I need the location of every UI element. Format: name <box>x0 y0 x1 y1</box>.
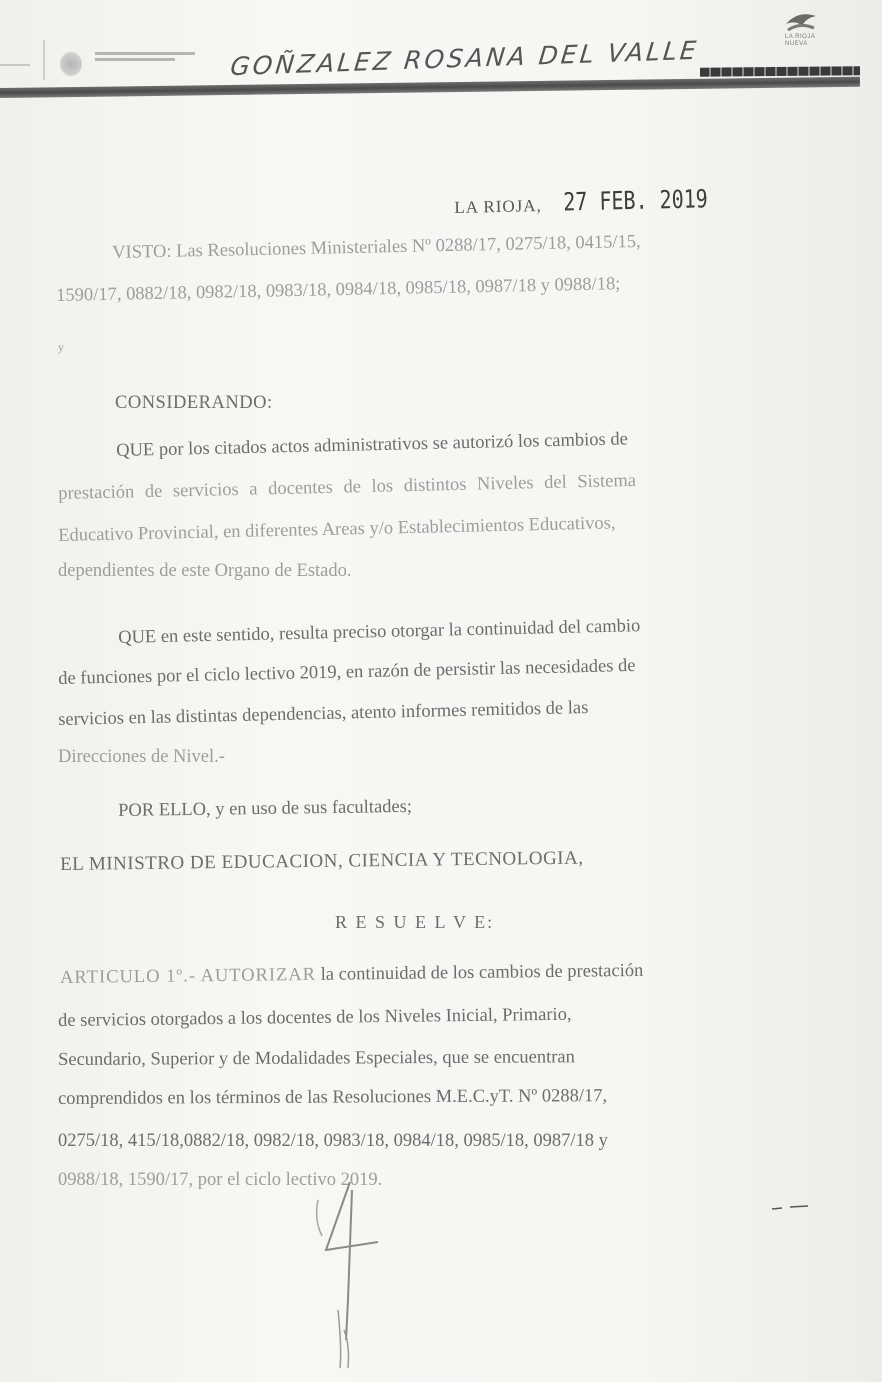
articulo-1-line-1-text: la continuidad de los cambios de prestación <box>320 960 644 985</box>
header-rule <box>0 77 860 98</box>
considerando-p2-line-3: servicios en las distintas dependencias, atento informes remitidos de las <box>58 697 589 730</box>
logo-caption <box>785 34 815 48</box>
ministry-letterhead-text <box>95 52 205 68</box>
letterhead <box>0 0 882 105</box>
logo-caption-line2: NUEVA <box>785 41 808 47</box>
provincial-emblem-icon <box>60 52 82 76</box>
considerando-p2-line-2: de funciones por el ciclo lectivo 2019, en razón de persistir las necesidades de <box>58 655 636 689</box>
articulo-1-line-2: de servicios otorgados a los docentes de los Niveles Inicial, Primario, <box>58 1004 572 1031</box>
articulo-1-prefix: ARTICULO 1º.- AUTORIZAR <box>60 964 317 988</box>
considerando-p2-line-1: QUE en este sentido, resulta preciso otorgar la continuidad del cambio <box>118 616 641 648</box>
header-rule-dashed <box>700 66 860 76</box>
considerando-p1-line-3: Educativo Provincial, en diferentes Areas y/o Establecimientos Educativos, <box>58 513 616 546</box>
articulo-1-line-6: 0988/18, 1590/17, por el ciclo lectivo 2019. <box>58 1170 383 1190</box>
minister-title: EL MINISTRO DE EDUCACION, CIENCIA Y TECNOLOGIA, <box>60 847 584 875</box>
date-stamp: 27 FEB. 2019 <box>563 184 709 217</box>
articulo-1-line-1 <box>60 959 780 989</box>
visto-line-3: y <box>58 340 64 354</box>
por-ello: POR ELLO, y en uso de sus facultades; <box>118 796 413 821</box>
date-line <box>454 183 745 219</box>
visto-line-1: VISTO: Las Resoluciones Ministeriales Nº 0288/17, 0275/18, 0415/15, <box>112 231 641 263</box>
considerando-p1-line-4: dependientes de este Organo de Estado. <box>58 561 352 581</box>
considerando-p1-line-2: prestación de servicios a docentes de los distintos Niveles del Sistema <box>58 470 637 504</box>
articulo-1-line-5: 0275/18, 415/18,0882/18, 0982/18, 0983/18, 0984/18, 0985/18, 0987/18 y <box>58 1131 608 1151</box>
left-margin-mark <box>0 64 30 66</box>
stray-pen-mark <box>770 1203 810 1213</box>
considerando-heading: CONSIDERANDO: <box>115 393 273 413</box>
articulo-1-line-3: Secundario, Superior y de Modalidades Especiales, que se encuentran <box>58 1047 575 1070</box>
handwritten-name: GOÑZALEZ ROSANA DEL VALLE <box>228 35 701 82</box>
articulo-1-line-4: comprendidos en los términos de las Resoluciones M.E.C.yT. Nº 0288/17, <box>58 1086 608 1109</box>
handwritten-signature-icon <box>308 1180 388 1370</box>
visto-line-2: 1590/17, 0882/18, 0982/18, 0983/18, 0984/18, 0985/18, 0987/18 y 0988/18; <box>56 274 621 306</box>
letterhead-divider <box>43 40 45 80</box>
date-city: LA RIOJA, <box>454 196 542 217</box>
considerando-p2-line-4: Direcciones de Nivel.- <box>58 747 225 767</box>
considerando-p1-line-1: QUE por los citados actos administrativos se autorizó los cambios de <box>116 429 629 461</box>
resuelve-heading: R E S U E L V E: <box>335 912 495 932</box>
logo-caption-line1: LA RIOJA <box>785 34 816 40</box>
